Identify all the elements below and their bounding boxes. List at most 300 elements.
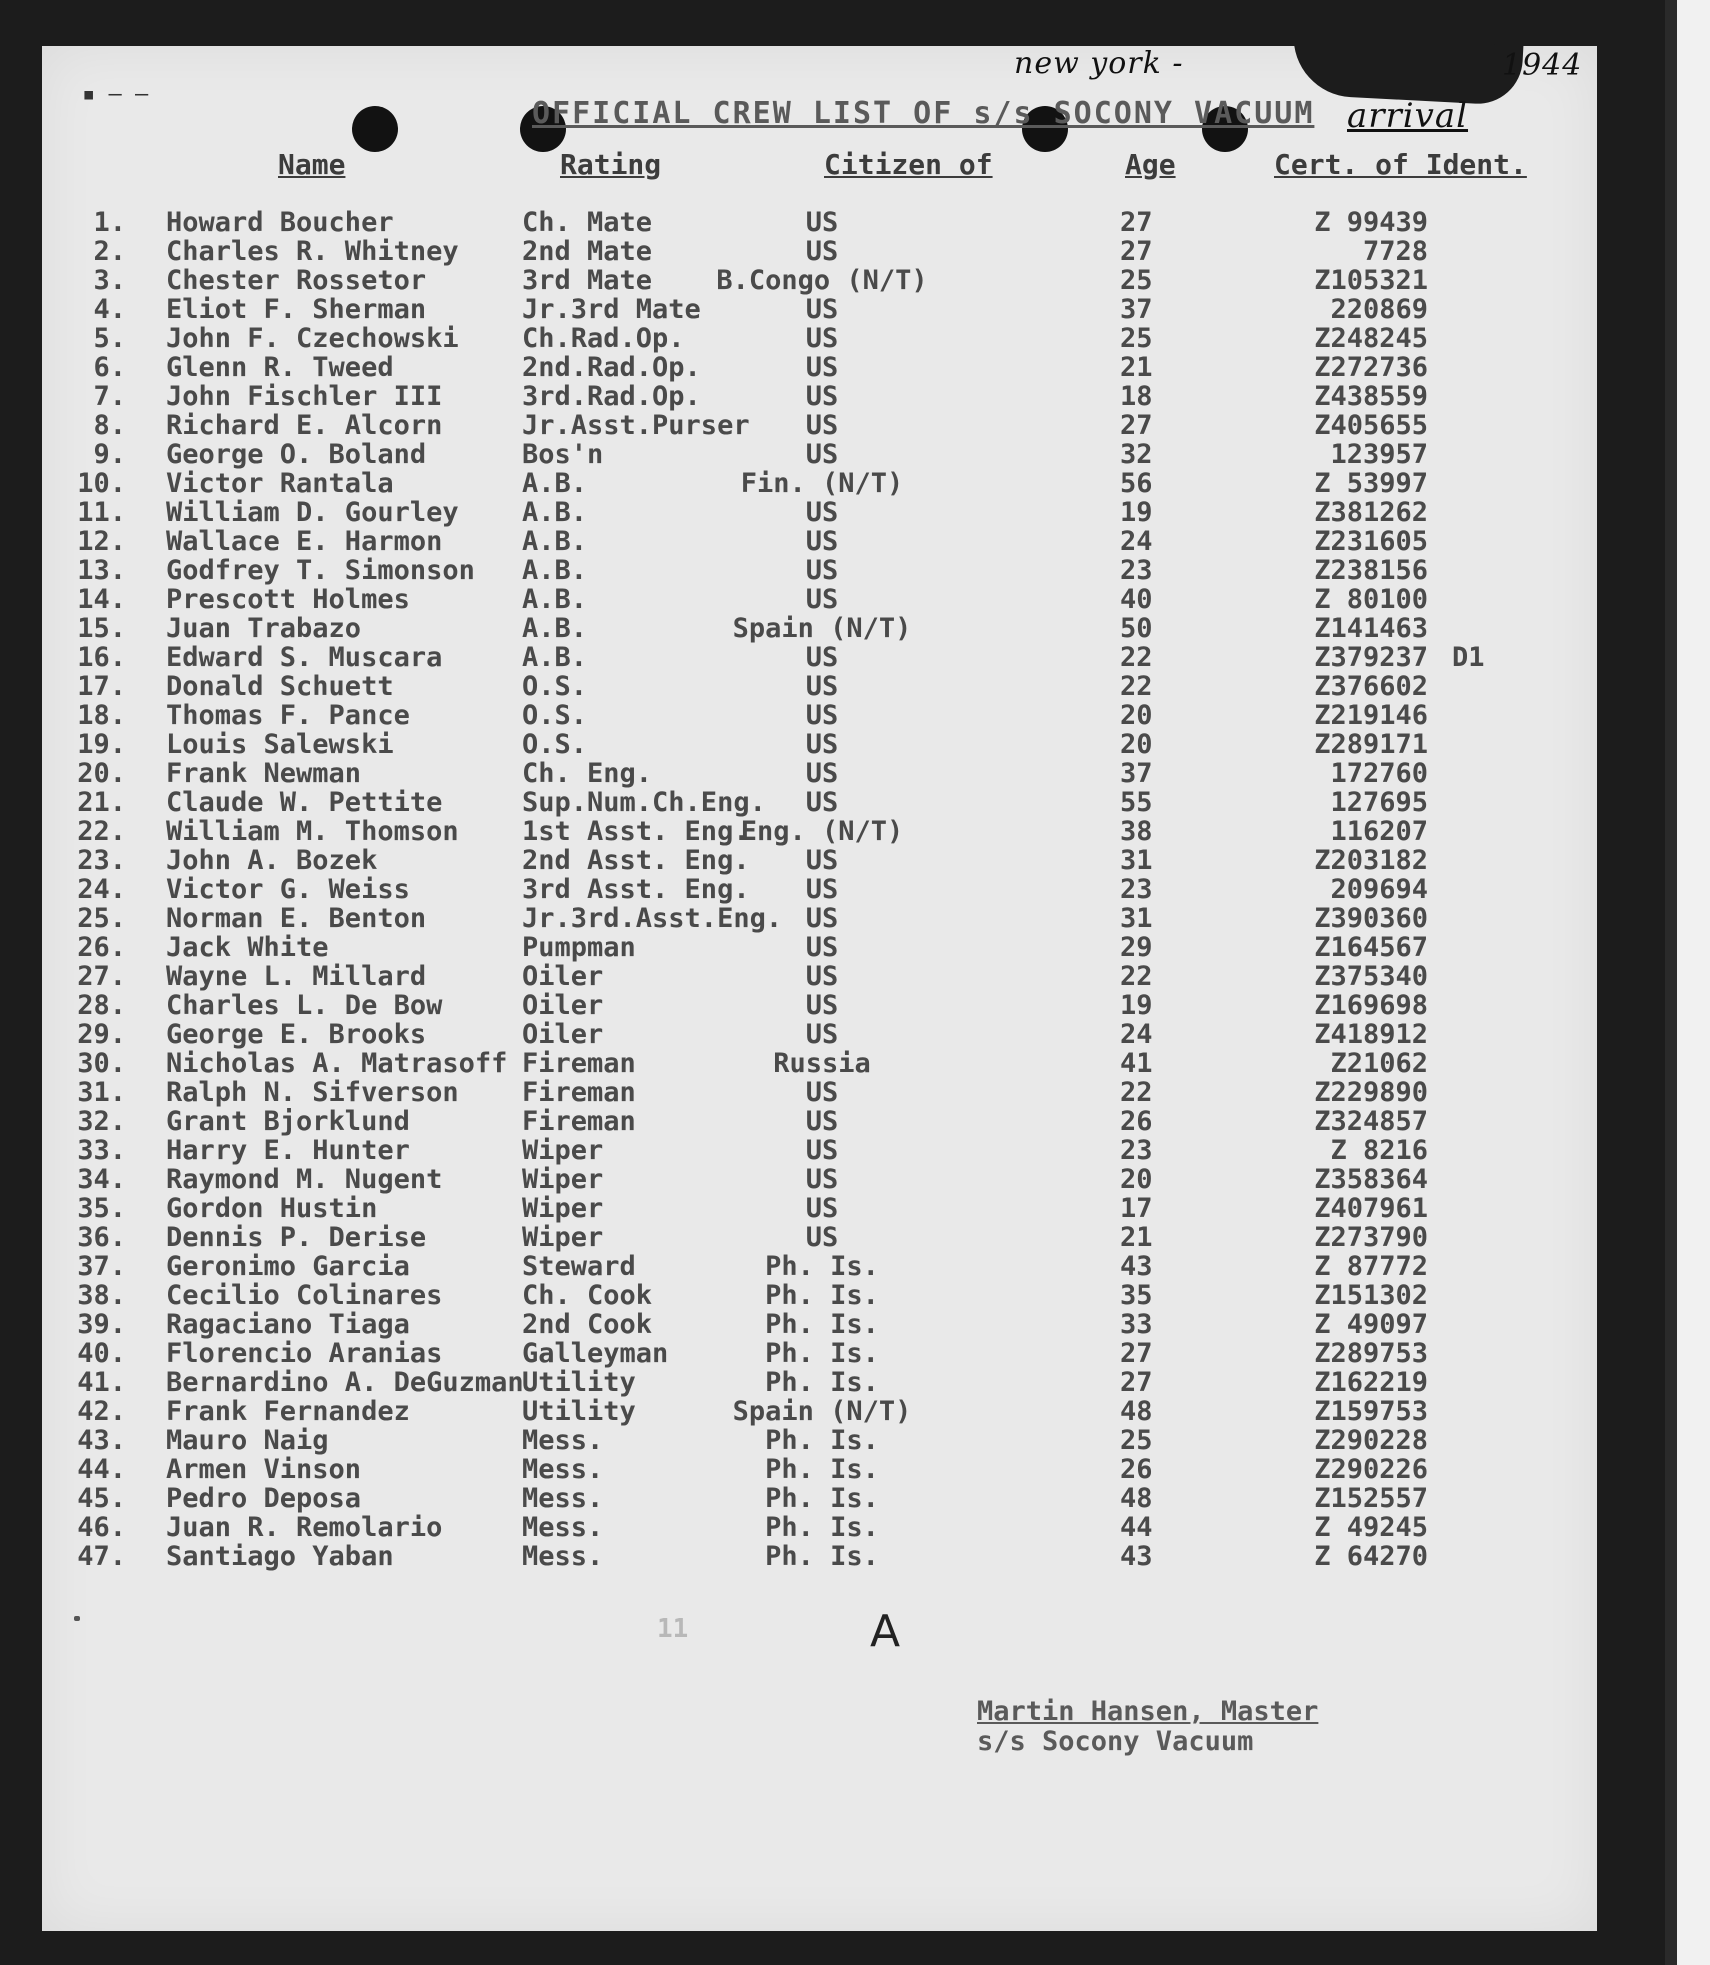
crew-row xyxy=(42,1426,1597,1455)
crew-row xyxy=(42,759,1597,788)
crew-cert: Z 87772 xyxy=(1314,1251,1428,1282)
crew-row xyxy=(42,1252,1597,1281)
crew-cert: Z324857 xyxy=(1314,1106,1428,1137)
crew-rating: Mess. xyxy=(522,1425,604,1456)
crew-age: 26 xyxy=(1120,1454,1153,1485)
crew-row xyxy=(42,498,1597,527)
crew-age: 55 xyxy=(1120,787,1153,818)
crew-citizenship: US xyxy=(805,381,839,412)
header-name: Name xyxy=(278,148,346,181)
crew-row xyxy=(42,469,1597,498)
crew-age: 23 xyxy=(1120,555,1153,586)
crew-row xyxy=(42,1136,1597,1165)
crew-rating: 2nd Cook xyxy=(522,1309,653,1340)
crew-rating: Sup.Num.Ch.Eng. xyxy=(522,787,766,818)
crew-citizenship: US xyxy=(805,990,839,1021)
crew-name: Richard E. Alcorn xyxy=(166,410,443,441)
crew-age: 50 xyxy=(1120,613,1153,644)
crew-rating: A.B. xyxy=(522,584,588,615)
crew-number: 35. xyxy=(77,1193,126,1224)
crew-number: 1. xyxy=(93,207,126,238)
crew-name: John F. Czechowski xyxy=(166,323,459,354)
handwritten-arrival: arrival xyxy=(1347,96,1469,136)
crew-citizenship: US xyxy=(805,845,839,876)
crew-number: 46. xyxy=(77,1512,126,1543)
crew-rating: Mess. xyxy=(522,1454,604,1485)
crew-row xyxy=(42,904,1597,933)
crew-cert: Z229890 xyxy=(1314,1077,1428,1108)
crew-cert: Z405655 xyxy=(1314,410,1428,441)
stamp-letter: A xyxy=(870,1606,901,1657)
crew-cert: 220869 xyxy=(1330,294,1428,325)
crew-citizenship: US xyxy=(805,932,839,963)
crew-age: 48 xyxy=(1120,1483,1153,1514)
crew-number: 9. xyxy=(93,439,126,470)
crew-name: Harry E. Hunter xyxy=(166,1135,410,1166)
crew-number: 32. xyxy=(77,1106,126,1137)
crew-rating: Ch. Mate xyxy=(522,207,653,238)
crew-rating: A.B. xyxy=(522,642,588,673)
crew-row xyxy=(42,324,1597,353)
crew-rating: O.S. xyxy=(522,700,588,731)
crew-citizenship: Spain (N/T) xyxy=(732,613,912,644)
crew-number: 28. xyxy=(77,990,126,1021)
crew-age: 21 xyxy=(1120,352,1153,383)
crew-citizenship: Ph. Is. xyxy=(765,1454,879,1485)
crew-cert: 7728 xyxy=(1362,236,1428,267)
crew-cert: 116207 xyxy=(1330,816,1428,847)
crew-age: 20 xyxy=(1120,700,1153,731)
crew-number: 45. xyxy=(77,1483,126,1514)
crew-name: Thomas F. Pance xyxy=(166,700,410,731)
crew-rating: Mess. xyxy=(522,1483,604,1514)
crew-rating: Wiper xyxy=(522,1193,604,1224)
crew-citizenship: US xyxy=(805,758,839,789)
crew-cert: Z381262 xyxy=(1314,497,1428,528)
crew-citizenship: Ph. Is. xyxy=(765,1309,879,1340)
crew-age: 38 xyxy=(1120,816,1153,847)
crew-citizenship: US xyxy=(805,903,839,934)
crew-rating: Jr.3rd.Asst.Eng. xyxy=(522,903,783,934)
crew-cert: Z 80100 xyxy=(1314,584,1428,615)
crew-age: 33 xyxy=(1120,1309,1153,1340)
crew-number: 12. xyxy=(77,526,126,557)
handwritten-year: 1944 xyxy=(1502,48,1583,83)
crew-cert: Z290228 xyxy=(1314,1425,1428,1456)
header-citizen: Citizen of xyxy=(824,148,993,181)
crew-row xyxy=(42,1078,1597,1107)
crew-age: 24 xyxy=(1120,1019,1153,1050)
crew-citizenship: Ph. Is. xyxy=(765,1425,879,1456)
crew-rating: Ch.Rad.Op. xyxy=(522,323,685,354)
crew-number: 38. xyxy=(77,1280,126,1311)
crew-number: 17. xyxy=(77,671,126,702)
crew-name: Raymond M. Nugent xyxy=(166,1164,443,1195)
crew-cert: Z164567 xyxy=(1314,932,1428,963)
crew-name: Nicholas A. Matrasoff xyxy=(166,1048,508,1079)
signature-name: Martin Hansen, Master xyxy=(977,1696,1319,1727)
crew-row xyxy=(42,643,1597,672)
crew-cert: Z407961 xyxy=(1314,1193,1428,1224)
crew-name: Eliot F. Sherman xyxy=(166,294,427,325)
crew-name: Geronimo Garcia xyxy=(166,1251,410,1282)
crew-name: Claude W. Pettite xyxy=(166,787,443,818)
crew-rating: Steward xyxy=(522,1251,636,1282)
crew-name: Glenn R. Tweed xyxy=(166,352,394,383)
crew-number: 30. xyxy=(77,1048,126,1079)
crew-number: 14. xyxy=(77,584,126,615)
crew-row xyxy=(42,1397,1597,1426)
crew-citizenship: US xyxy=(805,410,839,441)
crew-age: 56 xyxy=(1120,468,1153,499)
crew-number: 8. xyxy=(93,410,126,441)
crew-rating: O.S. xyxy=(522,729,588,760)
crew-age: 21 xyxy=(1120,1222,1153,1253)
crew-age: 20 xyxy=(1120,1164,1153,1195)
crew-name: Frank Fernandez xyxy=(166,1396,410,1427)
crew-row xyxy=(42,237,1597,266)
crew-age: 27 xyxy=(1120,236,1153,267)
crew-rating: Utility xyxy=(522,1367,636,1398)
crew-number: 27. xyxy=(77,961,126,992)
crew-age: 48 xyxy=(1120,1396,1153,1427)
crew-age: 35 xyxy=(1120,1280,1153,1311)
crew-age: 23 xyxy=(1120,1135,1153,1166)
crew-age: 25 xyxy=(1120,265,1153,296)
crew-citizenship: Ph. Is. xyxy=(765,1512,879,1543)
crew-number: 20. xyxy=(77,758,126,789)
crew-name: Grant Bjorklund xyxy=(166,1106,410,1137)
crew-rating: Ch. Eng. xyxy=(522,758,653,789)
crew-number: 19. xyxy=(77,729,126,760)
crew-cert: Z 99439 xyxy=(1314,207,1428,238)
crew-number: 33. xyxy=(77,1135,126,1166)
crew-rating: A.B. xyxy=(522,555,588,586)
crew-number: 6. xyxy=(93,352,126,383)
crew-name: Armen Vinson xyxy=(166,1454,362,1485)
crew-citizenship: Ph. Is. xyxy=(765,1251,879,1282)
crew-citizenship: US xyxy=(805,439,839,470)
crew-number: 13. xyxy=(77,555,126,586)
crew-citizenship: US xyxy=(805,352,839,383)
crew-row xyxy=(42,1281,1597,1310)
crew-rating: 3rd Asst. Eng. xyxy=(522,874,750,905)
crew-cert: Z141463 xyxy=(1314,613,1428,644)
crew-rating: 2nd.Rad.Op. xyxy=(522,352,701,383)
crew-citizenship: US xyxy=(805,729,839,760)
crew-number: 42. xyxy=(77,1396,126,1427)
crew-citizenship: Ph. Is. xyxy=(765,1338,879,1369)
crew-cert: Z159753 xyxy=(1314,1396,1428,1427)
crew-citizenship: Eng. (N/T) xyxy=(740,816,904,847)
crew-number: 40. xyxy=(77,1338,126,1369)
crew-rating: Galleyman xyxy=(522,1338,669,1369)
signature-vessel: s/s Socony Vacuum xyxy=(977,1726,1254,1757)
crew-number: 10. xyxy=(77,468,126,499)
header-cert: Cert. of Ident. xyxy=(1274,148,1527,181)
crew-citizenship: US xyxy=(805,961,839,992)
crew-rating: A.B. xyxy=(522,497,588,528)
crew-citizenship: US xyxy=(805,323,839,354)
crew-citizenship: US xyxy=(805,671,839,702)
crew-name: Louis Salewski xyxy=(166,729,394,760)
crew-citizenship: US xyxy=(805,1019,839,1050)
crew-age: 25 xyxy=(1120,323,1153,354)
crew-number: 16. xyxy=(77,642,126,673)
crew-name: Charles L. De Bow xyxy=(166,990,443,1021)
crew-row xyxy=(42,1165,1597,1194)
crew-cert: Z379237 xyxy=(1314,642,1428,673)
crew-name: Edward S. Muscara xyxy=(166,642,443,673)
crew-rating: 3rd Mate xyxy=(522,265,653,296)
crew-cert: Z248245 xyxy=(1314,323,1428,354)
crew-name: John Fischler III xyxy=(166,381,443,412)
header-rating: Rating xyxy=(560,148,662,181)
crew-cert: Z219146 xyxy=(1314,700,1428,731)
crew-rating: Wiper xyxy=(522,1164,604,1195)
crew-rating: Fireman xyxy=(522,1106,636,1137)
crew-rating: 1st Asst. Eng. xyxy=(522,816,750,847)
crew-row xyxy=(42,1020,1597,1049)
crew-row xyxy=(42,1368,1597,1397)
crew-rating: 2nd Mate xyxy=(522,236,653,267)
crew-age: 22 xyxy=(1120,671,1153,702)
crew-citizenship: US xyxy=(805,294,839,325)
crew-cert: Z105321 xyxy=(1314,265,1428,296)
crew-rating: Pumpman xyxy=(522,932,636,963)
crew-number: 4. xyxy=(93,294,126,325)
crew-number: 47. xyxy=(77,1541,126,1572)
crew-age: 22 xyxy=(1120,642,1153,673)
crew-citizenship: Spain (N/T) xyxy=(732,1396,912,1427)
crew-row xyxy=(42,266,1597,295)
crew-age: 43 xyxy=(1120,1251,1153,1282)
crew-age: 31 xyxy=(1120,845,1153,876)
crew-age: 37 xyxy=(1120,294,1153,325)
crew-rating: Oiler xyxy=(522,990,604,1021)
crew-citizenship: US xyxy=(805,207,839,238)
crew-number: 7. xyxy=(93,381,126,412)
crew-name: Wayne L. Millard xyxy=(166,961,427,992)
crew-rating: Ch. Cook xyxy=(522,1280,653,1311)
crew-name: Jack White xyxy=(166,932,329,963)
crew-row xyxy=(42,585,1597,614)
crew-cert: Z 8216 xyxy=(1330,1135,1428,1166)
crew-citizenship: US xyxy=(805,787,839,818)
crew-cert: Z231605 xyxy=(1314,526,1428,557)
crew-rating: Mess. xyxy=(522,1512,604,1543)
crew-citizenship: US xyxy=(805,526,839,557)
crew-row xyxy=(42,730,1597,759)
crew-rating: Fireman xyxy=(522,1048,636,1079)
crew-cert: Z289753 xyxy=(1314,1338,1428,1369)
crew-cert: Z290226 xyxy=(1314,1454,1428,1485)
crew-rating: Wiper xyxy=(522,1222,604,1253)
crew-name: Chester Rossetor xyxy=(166,265,427,296)
crew-row xyxy=(42,962,1597,991)
crew-name: Gordon Hustin xyxy=(166,1193,378,1224)
crew-row xyxy=(42,295,1597,324)
crew-cert: Z375340 xyxy=(1314,961,1428,992)
crew-citizenship: US xyxy=(805,1164,839,1195)
crew-number: 37. xyxy=(77,1251,126,1282)
crew-row xyxy=(42,1455,1597,1484)
crew-row xyxy=(42,817,1597,846)
crew-age: 27 xyxy=(1120,207,1153,238)
crew-row xyxy=(42,846,1597,875)
crew-note: D1 xyxy=(1452,642,1485,673)
crew-cert: Z238156 xyxy=(1314,555,1428,586)
crew-row xyxy=(42,701,1597,730)
crew-rating: Jr.Asst.Purser xyxy=(522,410,750,441)
crew-citizenship: Ph. Is. xyxy=(765,1541,879,1572)
crew-age: 18 xyxy=(1120,381,1153,412)
scan-right-margin xyxy=(1665,0,1710,1965)
crew-number: 44. xyxy=(77,1454,126,1485)
crew-row xyxy=(42,788,1597,817)
crew-age: 24 xyxy=(1120,526,1153,557)
crew-rating: Wiper xyxy=(522,1135,604,1166)
crew-age: 22 xyxy=(1120,961,1153,992)
crew-rating: Bos'n xyxy=(522,439,604,470)
crew-age: 40 xyxy=(1120,584,1153,615)
crew-cert: 123957 xyxy=(1330,439,1428,470)
crew-citizenship: Russia xyxy=(773,1048,871,1079)
crew-number: 36. xyxy=(77,1222,126,1253)
crew-name: William M. Thomson xyxy=(166,816,459,847)
crew-citizenship: US xyxy=(805,642,839,673)
crew-cert: Z438559 xyxy=(1314,381,1428,412)
crew-row xyxy=(42,208,1597,237)
crew-citizenship: US xyxy=(805,555,839,586)
crew-row xyxy=(42,672,1597,701)
crew-age: 27 xyxy=(1120,1367,1153,1398)
crew-name: Prescott Holmes xyxy=(166,584,410,615)
crew-cert: Z289171 xyxy=(1314,729,1428,760)
crew-name: Victor Rantala xyxy=(166,468,394,499)
crew-rating: A.B. xyxy=(522,613,588,644)
crew-name: Ralph N. Sifverson xyxy=(166,1077,459,1108)
crew-cert: Z 53997 xyxy=(1314,468,1428,499)
crew-number: 29. xyxy=(77,1019,126,1050)
crew-name: Bernardino A. DeGuzman xyxy=(166,1367,524,1398)
crew-cert: Z 49097 xyxy=(1314,1309,1428,1340)
crew-name: Cecilio Colinares xyxy=(166,1280,443,1311)
crew-age: 23 xyxy=(1120,874,1153,905)
crew-age: 25 xyxy=(1120,1425,1153,1456)
crew-row xyxy=(42,1339,1597,1368)
crew-citizenship: US xyxy=(805,1077,839,1108)
crew-cert: 172760 xyxy=(1330,758,1428,789)
crew-name: Ragaciano Tiaga xyxy=(166,1309,410,1340)
crew-cert: Z203182 xyxy=(1314,845,1428,876)
crew-rating: Oiler xyxy=(522,961,604,992)
crew-name: Victor G. Weiss xyxy=(166,874,410,905)
crew-rating: 3rd.Rad.Op. xyxy=(522,381,701,412)
crew-citizenship: US xyxy=(805,1106,839,1137)
stray-dot xyxy=(74,1616,80,1621)
crew-cert: Z418912 xyxy=(1314,1019,1428,1050)
crew-number: 2. xyxy=(93,236,126,267)
crew-name: John A. Bozek xyxy=(166,845,378,876)
crew-age: 37 xyxy=(1120,758,1153,789)
crew-number: 34. xyxy=(77,1164,126,1195)
crew-number: 31. xyxy=(77,1077,126,1108)
crew-age: 43 xyxy=(1120,1541,1153,1572)
crew-name: Florencio Aranias xyxy=(166,1338,443,1369)
crew-cert: 209694 xyxy=(1330,874,1428,905)
crew-cert: Z390360 xyxy=(1314,903,1428,934)
crew-row xyxy=(42,933,1597,962)
crew-age: 41 xyxy=(1120,1048,1153,1079)
crew-citizenship: US xyxy=(805,874,839,905)
crew-citizenship: US xyxy=(805,1135,839,1166)
crew-number: 39. xyxy=(77,1309,126,1340)
crew-name: Mauro Naig xyxy=(166,1425,329,1456)
crew-age: 17 xyxy=(1120,1193,1153,1224)
crew-citizenship: Ph. Is. xyxy=(765,1483,879,1514)
crew-name: Godfrey T. Simonson xyxy=(166,555,475,586)
crew-number: 41. xyxy=(77,1367,126,1398)
crew-number: 3. xyxy=(93,265,126,296)
crew-name: Juan Trabazo xyxy=(166,613,362,644)
crew-name: Norman E. Benton xyxy=(166,903,427,934)
crew-row xyxy=(42,991,1597,1020)
crew-name: Juan R. Remolario xyxy=(166,1512,443,1543)
crew-age: 27 xyxy=(1120,1338,1153,1369)
crew-age: 32 xyxy=(1120,439,1153,470)
crew-cert: Z273790 xyxy=(1314,1222,1428,1253)
crew-rating: Fireman xyxy=(522,1077,636,1108)
crew-number: 11. xyxy=(77,497,126,528)
crew-cert: Z 64270 xyxy=(1314,1541,1428,1572)
crew-row xyxy=(42,382,1597,411)
crew-name: George E. Brooks xyxy=(166,1019,427,1050)
crew-name: Frank Newman xyxy=(166,758,362,789)
crew-citizenship: US xyxy=(805,497,839,528)
punch-hole xyxy=(352,106,398,152)
crew-rating: Mess. xyxy=(522,1541,604,1572)
crew-name: Pedro Deposa xyxy=(166,1483,362,1514)
crew-age: 29 xyxy=(1120,932,1153,963)
crew-citizenship: US xyxy=(805,700,839,731)
crew-age: 26 xyxy=(1120,1106,1153,1137)
crew-cert: Z 49245 xyxy=(1314,1512,1428,1543)
crew-citizenship: US xyxy=(805,236,839,267)
crew-citizenship: US xyxy=(805,1193,839,1224)
crew-number: 22. xyxy=(77,816,126,847)
crew-name: Santiago Yaban xyxy=(166,1541,394,1572)
crew-row xyxy=(42,1107,1597,1136)
crew-row xyxy=(42,1049,1597,1078)
crew-cert: Z21062 xyxy=(1330,1048,1428,1079)
stray-mark: ▪ ‒ ‒ xyxy=(82,82,149,107)
crew-number: 26. xyxy=(77,932,126,963)
crew-cert: 127695 xyxy=(1330,787,1428,818)
crew-table xyxy=(42,208,1597,1571)
crew-name: Wallace E. Harmon xyxy=(166,526,443,557)
crew-row xyxy=(42,411,1597,440)
crew-row xyxy=(42,1542,1597,1571)
faint-stamp: 11 xyxy=(657,1614,689,1644)
crew-age: 31 xyxy=(1120,903,1153,934)
crew-row xyxy=(42,614,1597,643)
crew-row xyxy=(42,1310,1597,1339)
crew-row xyxy=(42,527,1597,556)
crew-rating: Utility xyxy=(522,1396,636,1427)
crew-cert: Z151302 xyxy=(1314,1280,1428,1311)
crew-number: 43. xyxy=(77,1425,126,1456)
